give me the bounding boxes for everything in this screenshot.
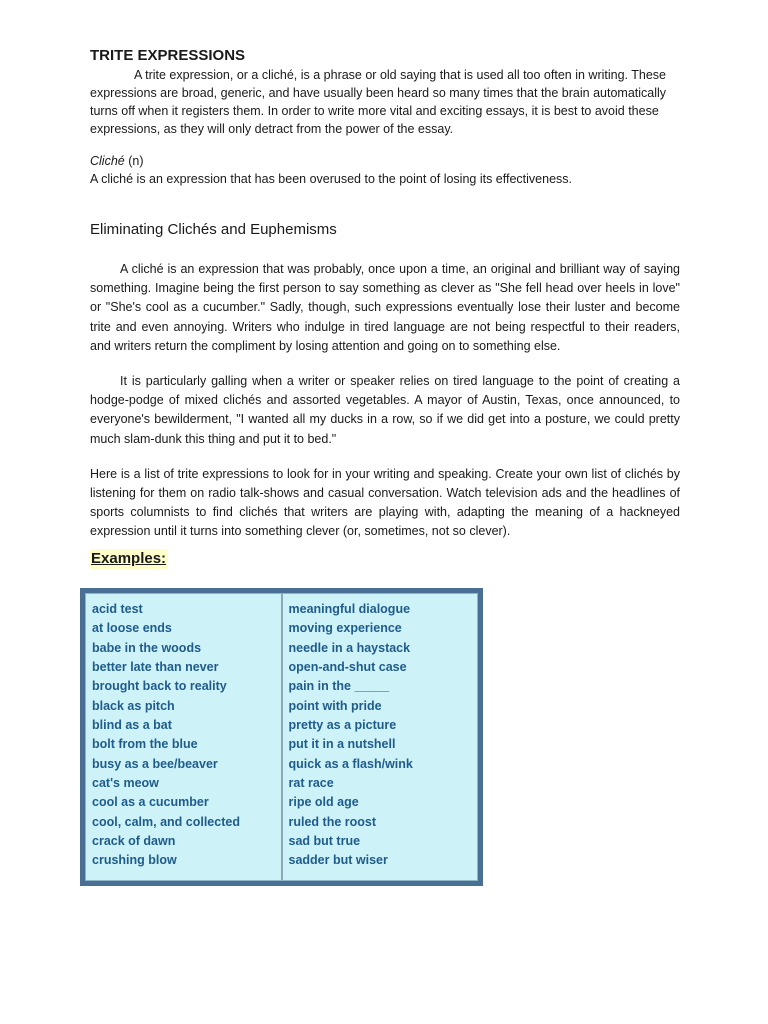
- section-title: Eliminating Clichés and Euphemisms: [90, 221, 337, 238]
- cliche-item: cool as a cucumber: [92, 795, 209, 810]
- cliche-item: babe in the woods: [92, 640, 202, 655]
- paragraph-1: A cliché is an expression that was probably, once upon a time, an original and brilliant way of saying something. Imagine being the first person to say something as clever as "She fell head over heels in love" or "She's cool as a cucumber." Sadly, though, such expressions eventually lose their luster and become trite and even annoying. Writers who indulge in tired language are not being respectful to their readers, and writers return the compliment by losing attention and going on to something else.: [90, 262, 680, 353]
- examples-column-right: [281, 594, 478, 880]
- cliche-item: sadder but wiser: [288, 853, 388, 868]
- cliche-item: cool, calm, and collected: [92, 814, 240, 829]
- cliche-item: busy as a bee/beaver: [92, 756, 218, 771]
- paragraph-2: It is particularly galling when a writer or speaker relies on tired language to the point of creating a hodge-podge of mixed clichés and assorted vegetables. A mayor of Austin, Texas, once announced, to everyone's bewilderment, "I wanted all my ducks in a row, so if we did get into a posture, we could pretty much slam-dunk this thing and put it to bed.": [90, 374, 680, 446]
- cliche-item: brought back to reality: [92, 679, 227, 694]
- cliche-item: cat's meow: [92, 776, 159, 791]
- definition-term: [90, 152, 680, 170]
- cliche-item: crack of dawn: [92, 834, 176, 849]
- cliche-item: ruled the roost: [288, 814, 377, 829]
- examples-table-inner: [85, 593, 478, 881]
- cliche-item: blind as a bat: [92, 718, 172, 733]
- cliche-item: black as pitch: [92, 698, 175, 713]
- definition-pos: (n): [124, 154, 144, 168]
- cliche-item: point with pride: [288, 698, 382, 713]
- examples-column-left: [86, 594, 281, 880]
- cliche-item: at loose ends: [92, 621, 172, 636]
- cliche-item: sad but true: [288, 834, 361, 849]
- intro-paragraph: A trite expression, or a cliché, is a phrase or old saying that is used all too often in writing. These expressions are broad, generic, and have usually been heard so many times that the brain automatically turns off when it registers them. In order to write more vital and exciting essays, it is best to avoid these expressions, as they will only detract from the power of the essay.: [90, 68, 667, 136]
- cliche-item: quick as a flash/wink: [288, 756, 413, 771]
- cliche-item: put it in a nutshell: [288, 737, 396, 752]
- cliche-item: bolt from the blue: [92, 737, 198, 752]
- cliche-item: rat race: [288, 776, 334, 791]
- paragraph-3: Here is a list of trite expressions to look for in your writing and speaking. Create your own list of clichés by listening for them on radio talk-shows and casual conversation. Watch television ads and the headlines of sports columnists to find clichés that writers are playing with, adapting the meaning of a hackneyed expression until it turns into something clever (or, sometimes, not so clever).: [90, 466, 680, 539]
- cliche-item: pain in the _____: [288, 679, 390, 694]
- cliche-item: ripe old age: [288, 795, 359, 810]
- cliche-item: meaningful dialogue: [288, 602, 411, 616]
- cliche-item: crushing blow: [92, 853, 177, 868]
- definition-word: Cliché: [90, 154, 125, 168]
- cliche-item: acid test: [92, 602, 143, 616]
- examples-table: [80, 588, 483, 886]
- cliche-item: pretty as a picture: [288, 718, 397, 733]
- definition-text: A cliché is an expression that has been overused to the point of losing its effectiveness.: [90, 172, 573, 186]
- examples-heading: Examples:: [91, 550, 167, 567]
- cliche-item: moving experience: [288, 621, 402, 636]
- cliche-item: better late than never: [92, 660, 219, 675]
- page-title: TRITE EXPRESSIONS: [90, 47, 246, 64]
- cliche-item: open-and-shut case: [288, 660, 407, 675]
- cliche-item: needle in a haystack: [288, 640, 411, 655]
- document-body: [90, 46, 680, 542]
